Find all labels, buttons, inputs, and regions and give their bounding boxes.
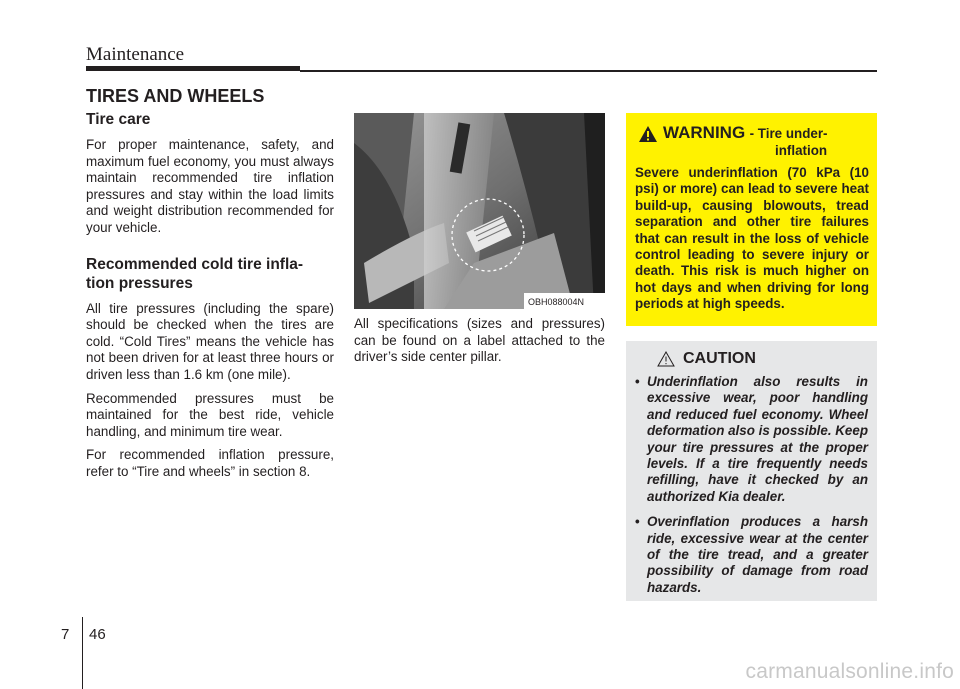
warning-title: WARNING [663,123,746,142]
caution-item: • Underinflation also results in excessive wear, poor handling and reduced fuel economy. Wheel deformation also is possible. Keep your tire pressures at the proper levels. If a tire frequently needs refilling, have it checked by an authorized Kia dealer. [635,374,868,504]
page-number: 46 [89,626,106,643]
left-column [86,110,334,488]
cold-pressure-paragraph-3: For recommended inflation pressure, refer to “Tire and wheels” in section 8. [86,447,334,479]
bullet-icon: • [635,374,640,389]
cold-pressure-heading-line1: Recommended cold tire infla- [86,255,304,273]
caution-box [626,341,877,601]
footer-divider [82,617,83,689]
cold-pressure-paragraph-2: Recommended pressures must be maintained for the best ride, vehicle handling, and minimum tire wear. [86,390,334,439]
page-header-title: Maintenance [86,44,185,65]
caution-list [635,374,868,596]
warning-subtitle: - Tire under- [749,126,828,141]
caution-item: • Overinflation produces a harsh ride, excessive wear at the center of the tire tread, and a greater possibility of damage from road hazards. [635,514,868,595]
tire-care-heading: Tire care [86,111,151,128]
label-location-text: All specifications (sizes and pressures) can be found on a label attached to the driver’s side center pillar. [354,316,605,365]
caution-triangle-icon [657,351,675,367]
warning-triangle-icon [639,126,657,142]
section-title: TIRES AND WHEELS [86,86,265,106]
cold-pressure-heading [86,255,334,293]
bullet-icon: • [635,514,640,530]
photo-caption: OBH088004N [528,297,585,307]
header-rule-thick [86,66,300,71]
cold-pressure-paragraph-1: All tire pressures (including the spare) should be checked when the tires are cold. “Cold Tires” means the vehicle has not been driven for at least three hours or driven less than 1.6 km (one mile). [86,300,334,382]
warning-subtitle-2: inflation [775,143,828,158]
warning-body: Severe underinflation (70 kPa (10 psi) or more) can lead to severe heat build-up, causing blowouts, tread separation and other tire failures that can result in the loss of vehicle control leading to severe injury or death. This risk is much higher on hot days and when driving for long periods at high speeds. [635,165,869,312]
header-rule-thin [300,70,877,72]
tire-care-paragraph: For proper maintenance, safety, and maximum fuel economy, you must always maintain recommended tire inflation pressures and stay within the load limits and weight distribution recommended for your vehicle. [86,137,334,235]
chapter-number: 7 [61,626,70,643]
watermark: carmanualsonline.info [745,660,954,683]
door-pillar-photo [354,113,605,309]
warning-box [626,113,877,326]
cold-pressure-heading-line2: tion pressures [86,274,193,292]
caution-title: CAUTION [683,350,756,367]
caution-header [657,350,868,368]
warning-header [639,123,869,143]
